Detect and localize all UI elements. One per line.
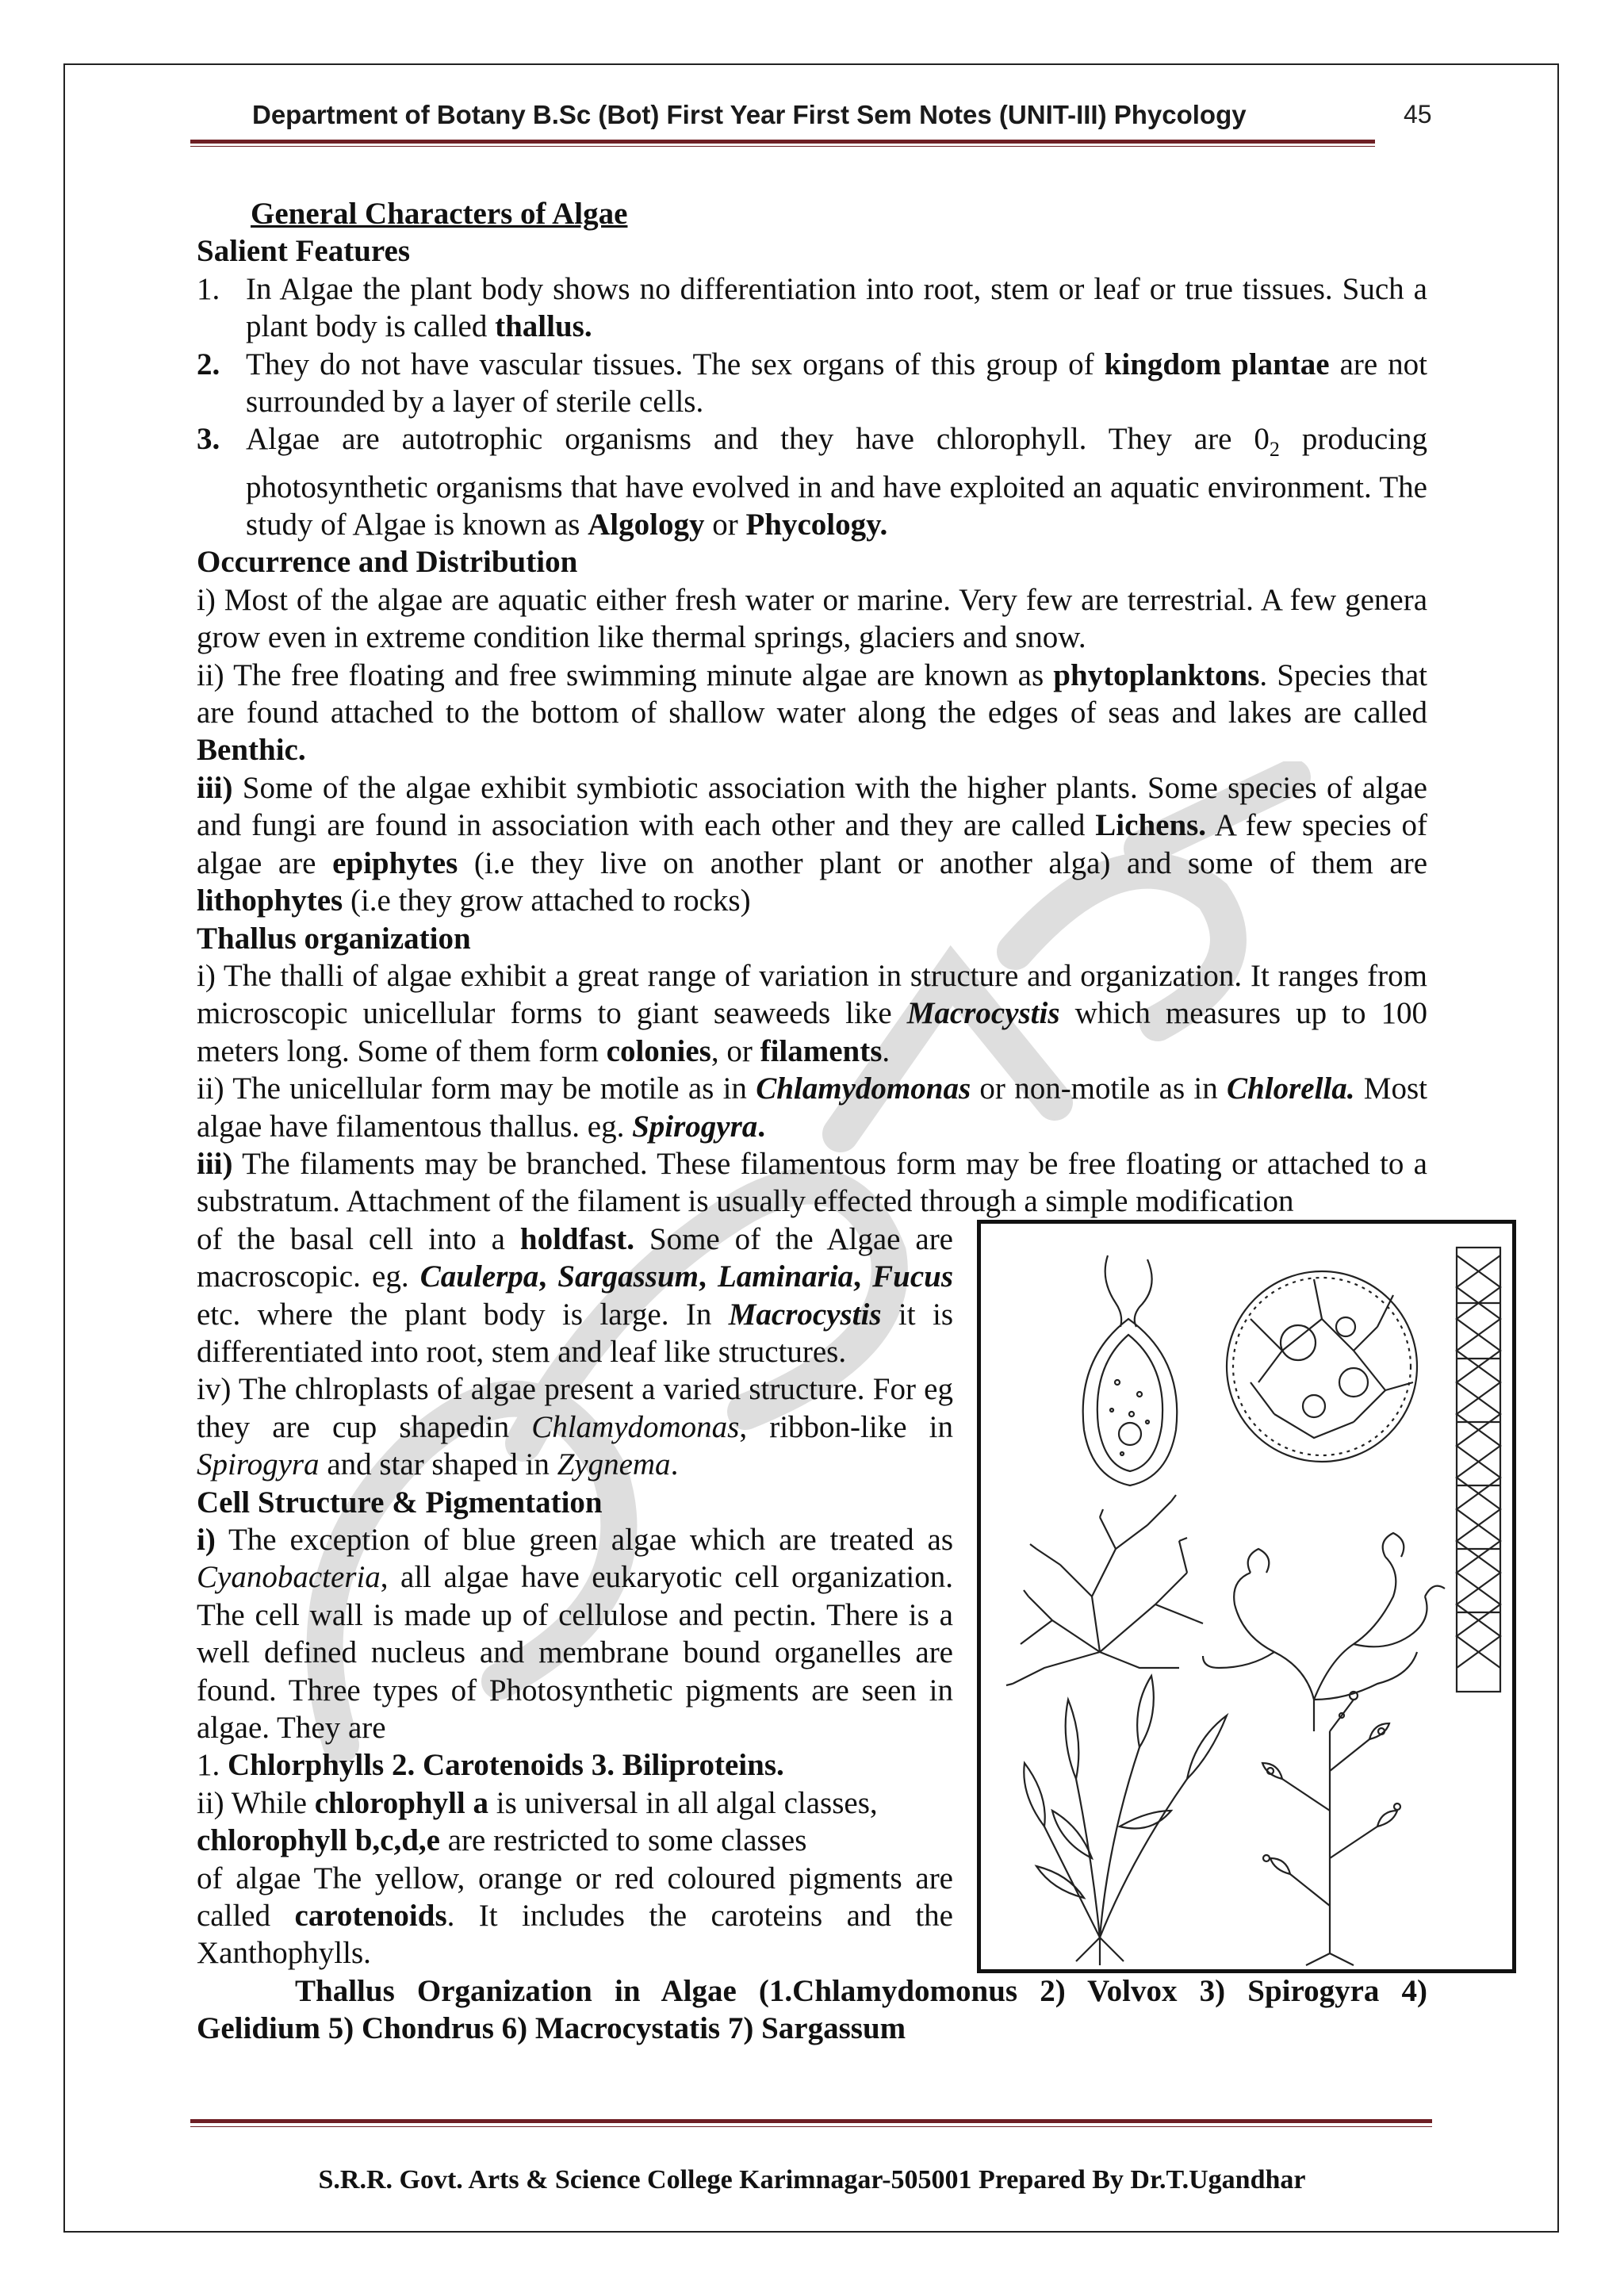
spirogyra-drawing	[1457, 1248, 1500, 1692]
list-item: 1. In Algae the plant body shows no differentiation into root, stem or leaf or true tissues. Such a plant body is called thallus.	[197, 270, 1427, 346]
list-item: 3. Algae are autotrophic organisms and they have chlorophyll. They are $0_2$ producing photosynthetic organisms that have evolved in and have exploited an aquatic environment. The study of Algae is known as Algology or Phycology.	[197, 420, 1427, 543]
paragraph: ii) While chlorophyll a is universal in all algal classes, chlorophyll b,c,d,e are restricted to some classes	[197, 1785, 878, 1858]
chondrus-drawing	[1203, 1533, 1445, 1731]
paragraph: of algae The yellow, orange or red coloured pigments are called carotenoids. It includes the caroteins and the Xanthophylls.	[197, 1861, 953, 1971]
paragraph: 1. Chlorphylls 2. Carotenoids 3. Biliproteins.	[197, 1748, 784, 1783]
heading-thallus: Thallus organization	[197, 921, 471, 956]
paragraph: i) The exception of blue green algae which are treated as Cyanobacteria, all algae have eukaryotic cell organization. The cell wall is made up of cellulose and pectin. There is a well defined nucleus and membrane bound organelles are found. Three types of Photosynthetic pigments are seen in algae. They are	[197, 1523, 953, 1746]
footer-rule-thick	[190, 2119, 1432, 2123]
heading-cell-structure: Cell Structure & Pigmentation	[197, 1485, 603, 1520]
chlamydomonas-drawing	[1083, 1255, 1178, 1485]
paragraph: iii) The filaments may be branched. These filamentous form may be free floating or attached to a substratum. Attachment of the filament is usually effected through a simple modification	[197, 1146, 1427, 1219]
section-title: General Characters of Algae	[251, 197, 628, 231]
paragraph: ii) The unicellular form may be motile as in Chlamydomonas or non-motile as in Chlorella. Most algae have filamentous thallus. eg. Spirogyra.	[197, 1071, 1427, 1144]
paragraph: iii) Some of the algae exhibit symbiotic association with the higher plants. Some species of algae and fungi are found in association with each other and they are called Lichens. A few species of algae are epiphytes (i.e they live on another plant or another alga) and some of them are lithophytes (i.e they grow attached to rocks)	[197, 770, 1428, 918]
list-item: 2. They do not have vascular tissues. The sex organs of this group of kingdom plantae are not surrounded by a layer of sterile cells.	[197, 346, 1427, 421]
paragraph: i) Most of the algae are aquatic either fresh water or marine. Very few are terrestrial. A few genera grow even in extreme condition like thermal springs, glaciers and snow.	[197, 582, 1427, 655]
paragraph: iv) The chlroplasts of algae present a varied structure. For eg they are cup shapedin Chlamydomonas, ribbon-like in Spirogyra and star shaped in Zygnema.	[197, 1372, 953, 1482]
narrow-column	[197, 1221, 953, 1972]
header-rule-thick	[190, 140, 1375, 144]
gelidium-drawing	[1006, 1495, 1203, 1685]
list-number: 3.	[197, 422, 220, 457]
page-header: Department of Botany B.Sc (Bot) First Year First Sem Notes (UNIT-III) Phycology	[252, 100, 1247, 129]
sargassum-drawing	[1262, 1692, 1400, 1965]
paragraph: of the basal cell into a holdfast. Some of the Algae are macroscopic. eg. Caulerpa, Sargassum, Laminaria, Fucus etc. where the plant body is large. In Macrocystis it is differentiated into root, stem and leaf like structures.	[197, 1221, 954, 1369]
volvox-drawing	[1227, 1271, 1417, 1462]
algae-figure	[977, 1220, 1516, 1973]
list-number: 2.	[197, 347, 220, 381]
list-number: 1.	[197, 271, 220, 306]
heading-salient-features: Salient Features	[197, 234, 411, 269]
footer-rule-thin	[190, 2126, 1432, 2127]
header-rule-thin	[190, 146, 1375, 147]
paragraph: ii) The free floating and free swimming minute algae are known as phytoplanktons. Species that are found attached to the bottom of shallow water along the edges of seas and lakes are called Benthic.	[197, 657, 1427, 768]
algae-illustration	[981, 1224, 1512, 1969]
paragraph: i) The thalli of algae exhibit a great range of variation in structure and organization. It ranges from microscopic unicellular forms to giant seaweeds like Macrocystis which measures up to 100 meters long. Some of them form colonies, or filaments.	[197, 958, 1427, 1068]
figure-caption: Thallus Organization in Algae (1.Chlamydomonus 2) Volvox 3) Spirogyra 4) Gelidium 5) Chondrus 6) Macrocystatis 7) Sargassum	[197, 1973, 1427, 2046]
heading-occurrence: Occurrence and Distribution	[197, 545, 578, 580]
page-number: 45	[1404, 100, 1432, 128]
macrocystis-drawing	[1024, 1676, 1227, 1965]
page-footer: S.R.R. Govt. Arts & Science College Karimnagar-505001 Prepared By Dr.T.Ugandhar	[318, 2165, 1306, 2194]
